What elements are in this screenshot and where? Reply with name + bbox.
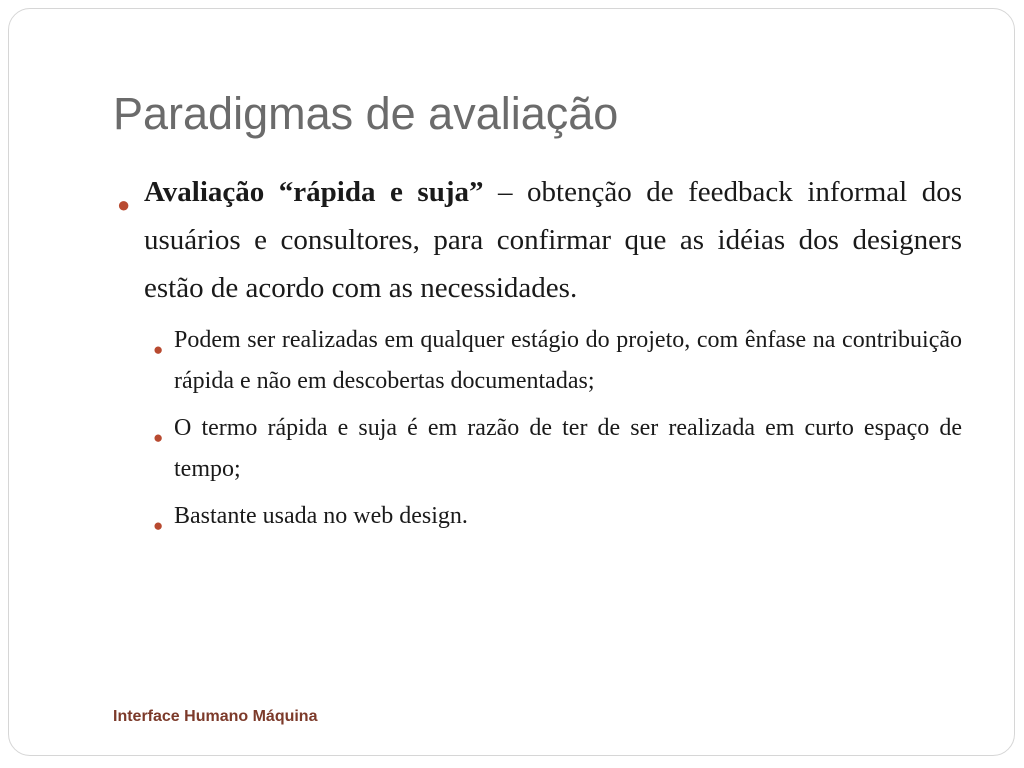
bullet-dot-icon: ● bbox=[153, 428, 164, 447]
sub-bullet-text: Bastante usada no web design. bbox=[174, 503, 468, 529]
bullet-dot-icon: ● bbox=[153, 516, 164, 535]
sub-bullet bbox=[153, 496, 962, 537]
main-bullet-text: – obtenção de feedback informal dos usuários e consultores, para confirmar que as idéias dos designers estão de acordo com as necessidades. bbox=[144, 176, 962, 304]
bullet-dot-icon: ● bbox=[117, 192, 131, 217]
sub-bullet-list bbox=[153, 320, 962, 537]
main-bullet-term: Avaliação “rápida e suja” bbox=[144, 176, 484, 208]
sub-bullet-text: O termo rápida e suja é em razão de ter de ser realizada em curto espaço de tempo; bbox=[174, 415, 962, 482]
main-bullet bbox=[117, 168, 962, 312]
sub-bullet bbox=[153, 320, 962, 402]
slide-footer: Interface Humano Máquina bbox=[113, 708, 318, 725]
bullet-dot-icon: ● bbox=[153, 340, 164, 359]
sub-bullet-text: Podem ser realizadas em qualquer estágio do projeto, com ênfase na contribuição rápida e não em descobertas documentadas; bbox=[174, 327, 962, 394]
sub-bullet bbox=[153, 408, 962, 490]
slide-title: Paradigmas de avaliação bbox=[113, 88, 619, 139]
slide-content bbox=[117, 168, 962, 543]
